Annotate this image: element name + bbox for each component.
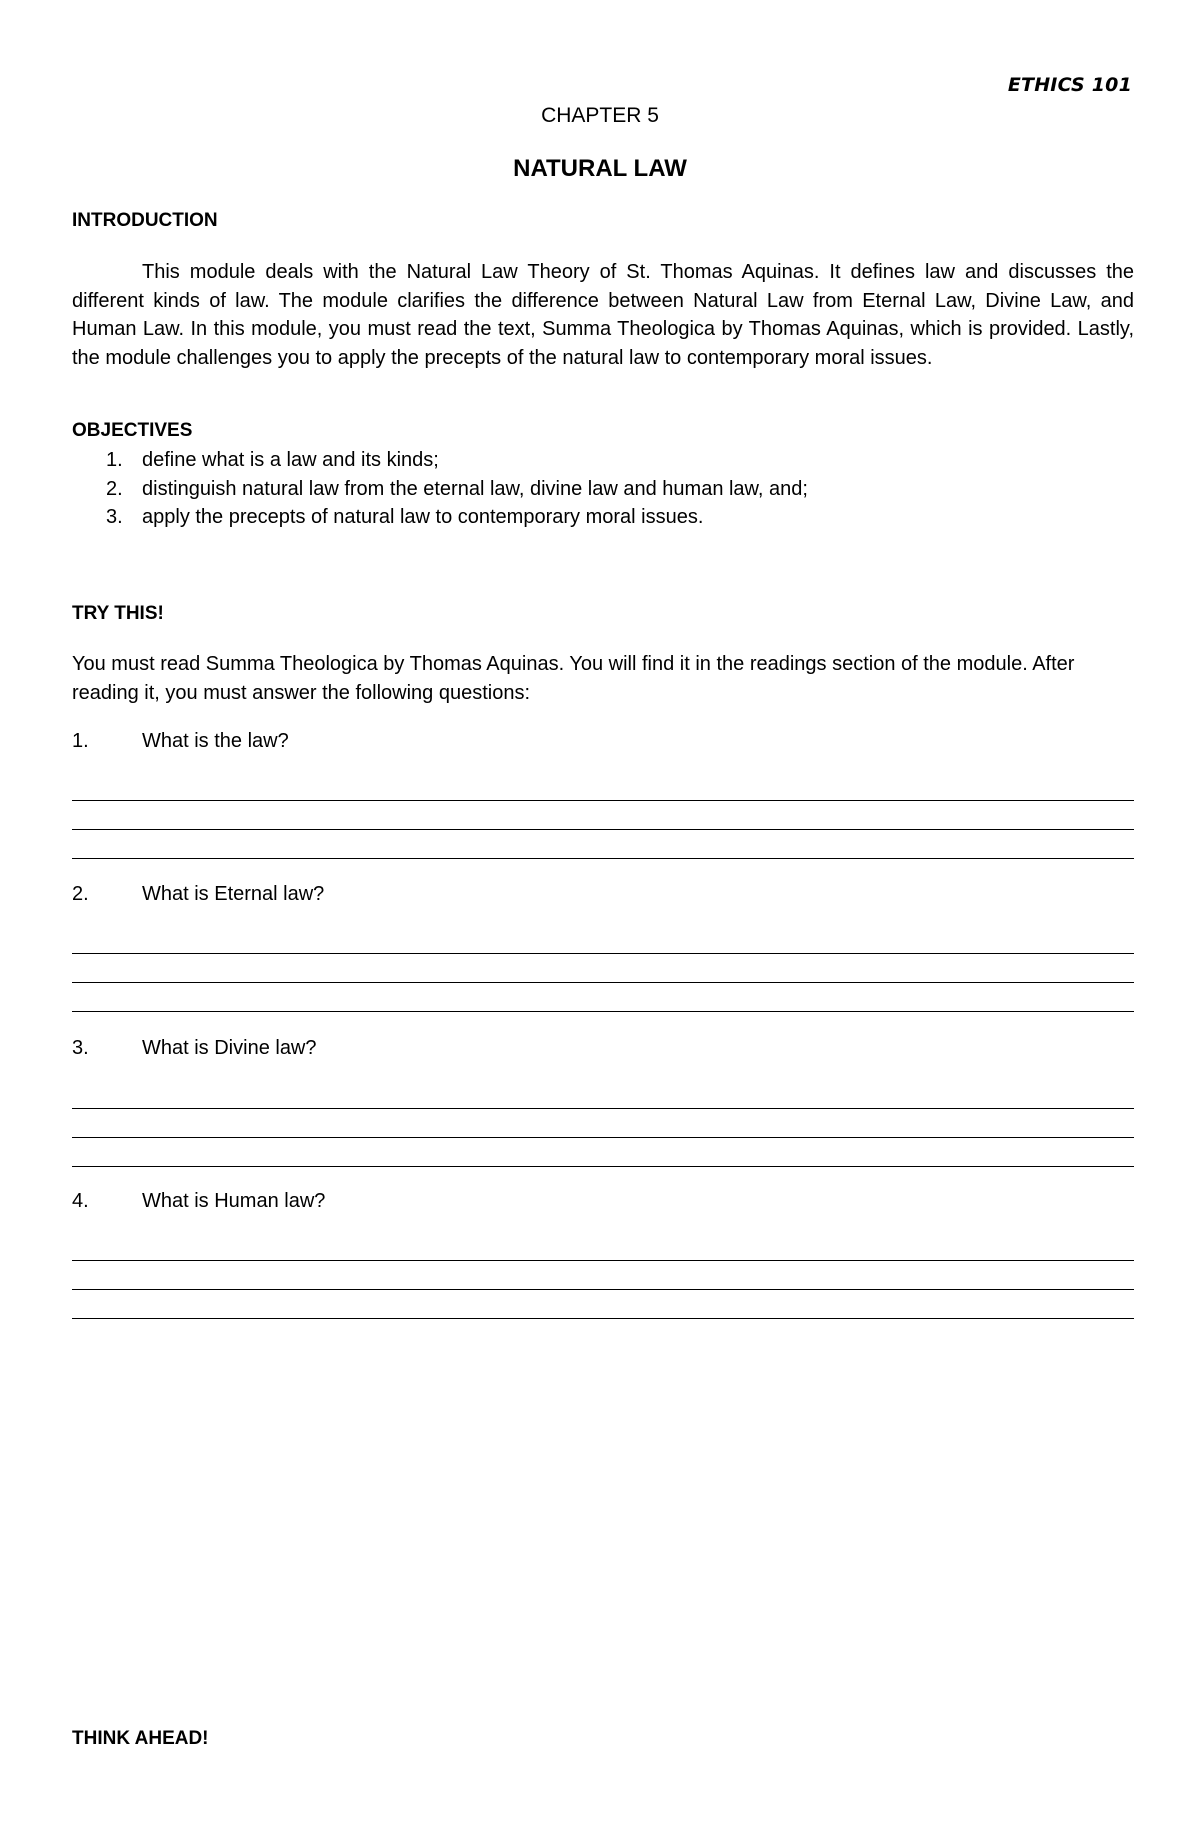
answer-line[interactable] xyxy=(72,830,1134,859)
objective-item xyxy=(72,446,808,475)
question-number: 2. xyxy=(72,883,89,905)
objective-number: 2. xyxy=(106,477,123,500)
introduction-text: This module deals with the Natural Law Theory of St. Thomas Aquinas. It defines law and discusses the different kinds of law. The module clarifies the difference between Natural Law from Eternal Law, Divine Law, and Human Law. In this module, you must read the text, Summa Theologica by Thomas Aquinas, which is provided. Lastly, the module challenges you to apply the precepts of the natural law to contemporary moral issues. xyxy=(72,261,1134,369)
objective-number: 3. xyxy=(106,506,123,528)
question-text: What is Divine law? xyxy=(142,1037,317,1059)
objective-item xyxy=(72,475,808,504)
answer-line[interactable] xyxy=(72,1290,1134,1319)
objective-text: apply the precepts of natural law to contemporary moral issues. xyxy=(142,506,704,528)
question-text: What is Eternal law? xyxy=(142,883,325,905)
objective-text: distinguish natural law from the eternal law, divine law and human law, and; xyxy=(142,477,808,500)
answer-line[interactable] xyxy=(72,1261,1134,1290)
try-this-heading: TRY THIS! xyxy=(72,603,164,624)
question-item xyxy=(72,883,324,906)
course-header: ETHICS 101 xyxy=(1007,74,1132,96)
question-item xyxy=(72,730,289,753)
chapter-label: CHAPTER 5 xyxy=(541,104,659,127)
try-this-text: You must read Summa Theologica by Thomas Aquinas. You will find it in the readings section of the module. After reading it, you must answer the following questions: xyxy=(72,653,1075,704)
objectives-heading: OBJECTIVES xyxy=(72,420,193,441)
introduction-heading: INTRODUCTION xyxy=(72,210,218,231)
answer-line[interactable] xyxy=(72,772,1134,801)
objectives-list xyxy=(72,446,808,532)
question-item xyxy=(72,1190,325,1213)
answer-line[interactable] xyxy=(72,801,1134,830)
answer-lines[interactable] xyxy=(72,925,1134,1012)
objective-text: define what is a law and its kinds; xyxy=(142,449,439,471)
answer-line[interactable] xyxy=(72,1232,1134,1261)
question-number: 4. xyxy=(72,1190,89,1212)
question-text: What is Human law? xyxy=(142,1190,326,1212)
answer-line[interactable] xyxy=(72,983,1134,1012)
answer-line[interactable] xyxy=(72,1080,1134,1109)
question-item xyxy=(72,1037,317,1060)
answer-lines[interactable] xyxy=(72,772,1134,859)
question-number: 3. xyxy=(72,1037,89,1059)
question-number: 1. xyxy=(72,730,89,752)
answer-line[interactable] xyxy=(72,1138,1134,1167)
answer-line[interactable] xyxy=(72,925,1134,954)
page-title: NATURAL LAW xyxy=(513,155,687,182)
objective-item xyxy=(72,503,808,532)
answer-lines[interactable] xyxy=(72,1080,1134,1167)
answer-lines[interactable] xyxy=(72,1232,1134,1319)
objective-number: 1. xyxy=(106,449,123,471)
answer-line[interactable] xyxy=(72,954,1134,983)
think-ahead-heading: THINK AHEAD! xyxy=(72,1728,209,1749)
answer-line[interactable] xyxy=(72,1109,1134,1138)
question-text: What is the law? xyxy=(142,730,289,752)
